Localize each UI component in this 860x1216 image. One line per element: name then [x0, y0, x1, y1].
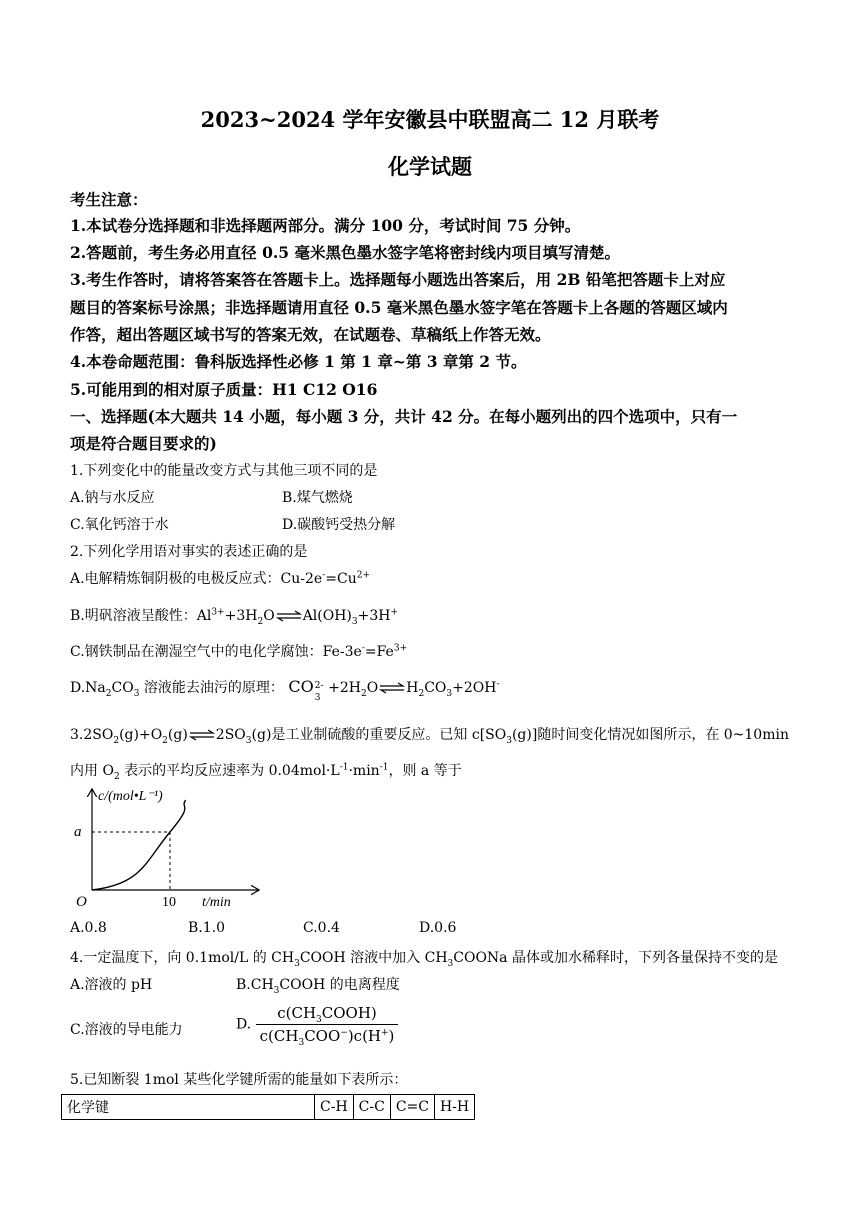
equilibrium-arrow-icon — [276, 610, 302, 622]
notice-item: 题目的答案标号涂黑；非选择题请用直径 0.5 毫米黑色墨水签字笔在答题卡上各题的答题区域内 — [70, 298, 728, 317]
notice-item: 作答，超出答题区域书写的答案无效，在试题卷、草稿纸上作答无效。 — [70, 325, 551, 344]
q4-fraction: $\frac{c(CH_3COOH)}{c(CH_3COO^-)c(H^+)}$ — [256, 1004, 399, 1045]
table-header-cell: C-H — [315, 1095, 354, 1120]
y-axis-label: c/(mol•L⁻¹) — [98, 789, 163, 804]
table-row — [62, 1095, 475, 1120]
q2-option-c: C.钢铁制品在潮湿空气中的电化学腐蚀：$Fe-3e^-=Fe^{3+}$ — [70, 643, 408, 660]
q2-option-a: A.电解精炼铜阴极的电极反应式：$Cu-2e^-=Cu^{2+}$ — [70, 570, 371, 587]
x-tick-10: 10 — [162, 895, 176, 910]
concentration-curve — [92, 800, 186, 890]
exam-subtitle: 化学试题 — [388, 154, 472, 179]
q4-option-c: C.溶液的导电能力 — [70, 1022, 183, 1038]
notice-item: 1.本试卷分选择题和非选择题两部分。满分 100 分，考试时间 75 分钟。 — [70, 216, 581, 235]
table-header-cell: H-H — [434, 1095, 474, 1120]
q3-option-c: C.0.4 — [303, 920, 340, 936]
notice-item: 4.本卷命题范围：鲁科版选择性必修 1 第 1 章~第 3 章第 2 节。 — [70, 352, 527, 371]
notice-heading: 考生注意： — [70, 190, 148, 209]
notice-item: 2.答题前，考生务必用直径 0.5 毫米黑色墨水签字笔将密封线内项目填写清楚。 — [70, 243, 620, 262]
notice-item: 3.考生作答时，请将答案答在答题卡上。选择题每小题选出答案后，用 2B 铅笔把答题卡上对应 — [70, 270, 726, 289]
q3-option-b: B.1.0 — [188, 920, 226, 936]
notice-item: 5.可能用到的相对原子质量：H1 C12 O16 — [70, 380, 378, 399]
question-2-stem: 2.下列化学用语对事实的表述正确的是 — [70, 544, 308, 560]
bond-energy-table — [61, 1094, 475, 1120]
question-1-stem: 1.下列变化中的能量改变方式与其他三项不同的是 — [70, 463, 378, 479]
q4-option-a: A.溶液的 pH — [70, 977, 153, 993]
q1-option-a: A.钠与水反应 — [70, 490, 155, 506]
x-axis-label: t/min — [202, 895, 231, 910]
exam-title: 2023~2024 学年安徽县中联盟高二 12 月联考 — [200, 107, 660, 132]
question-3-stem: $3.2SO_2(g)+O_2(g)$ $2SO_3(g)$是工业制硫酸的重要反应。已知 $c[SO_3(g)]$随时间变化情况如图所示，在 0~10min — [70, 727, 789, 746]
q3-option-d: D.0.6 — [419, 920, 457, 936]
q1-option-b: B.煤气燃烧 — [282, 490, 353, 506]
q2-option-d: $D.Na_2CO_3$ 溶液能去油污的原理： CO 2- 3 $+2H_2O$ $H_2CO_3+2OH^-$ — [70, 677, 500, 703]
q3-option-a: A.0.8 — [70, 920, 107, 936]
table-header-cell: C-C — [353, 1095, 390, 1120]
q2-option-b: B.明矾溶液呈酸性：$Al^{3+}+3H_2O$ $Al(OH)_3+3H^+$ — [70, 607, 399, 627]
q1-option-d: D.碳酸钙受热分解 — [282, 517, 396, 533]
concentration-time-chart — [70, 780, 270, 912]
y-tick-a: a — [74, 824, 82, 840]
equilibrium-arrow-icon — [189, 729, 215, 741]
section-heading-cont: 项是符合题目要求的) — [70, 434, 217, 453]
section-heading: 一、选择题(本大题共 14 小题，每小题 3 分，共计 42 分。在每小题列出的四个选项中，只有一 — [70, 407, 738, 426]
table-header-cell: C=C — [390, 1095, 434, 1120]
equilibrium-arrow-icon — [379, 682, 405, 694]
origin-label: O — [76, 894, 87, 910]
question-5-stem: 5.已知断裂 1mol 某些化学键所需的能量如下表所示： — [70, 1072, 408, 1088]
q1-option-c: C.氧化钙溶于水 — [70, 517, 169, 533]
table-header-cell: 化学键 — [62, 1095, 315, 1120]
question-4-stem: 4.一定温度下，向 0.1mol/L 的 $CH_3COOH$ 溶液中加入 $CH_3COONa$ 晶体或加水稀释时，下列各量保持不变的是 — [70, 950, 778, 969]
question-3-stem-cont: 内用 $O_2$ 表示的平均反应速率为 $0.04mol\cdot L^{-1}\cdot\min^{-1}$，则 a 等于 — [70, 762, 462, 782]
q4-option-d: D. $\frac{c(CH_3COOH)}{c(CH_3COO^-)c(H^+)}$ — [236, 1004, 398, 1045]
q4-option-b: $B.CH_3COOH$ 的电离程度 — [236, 977, 400, 996]
